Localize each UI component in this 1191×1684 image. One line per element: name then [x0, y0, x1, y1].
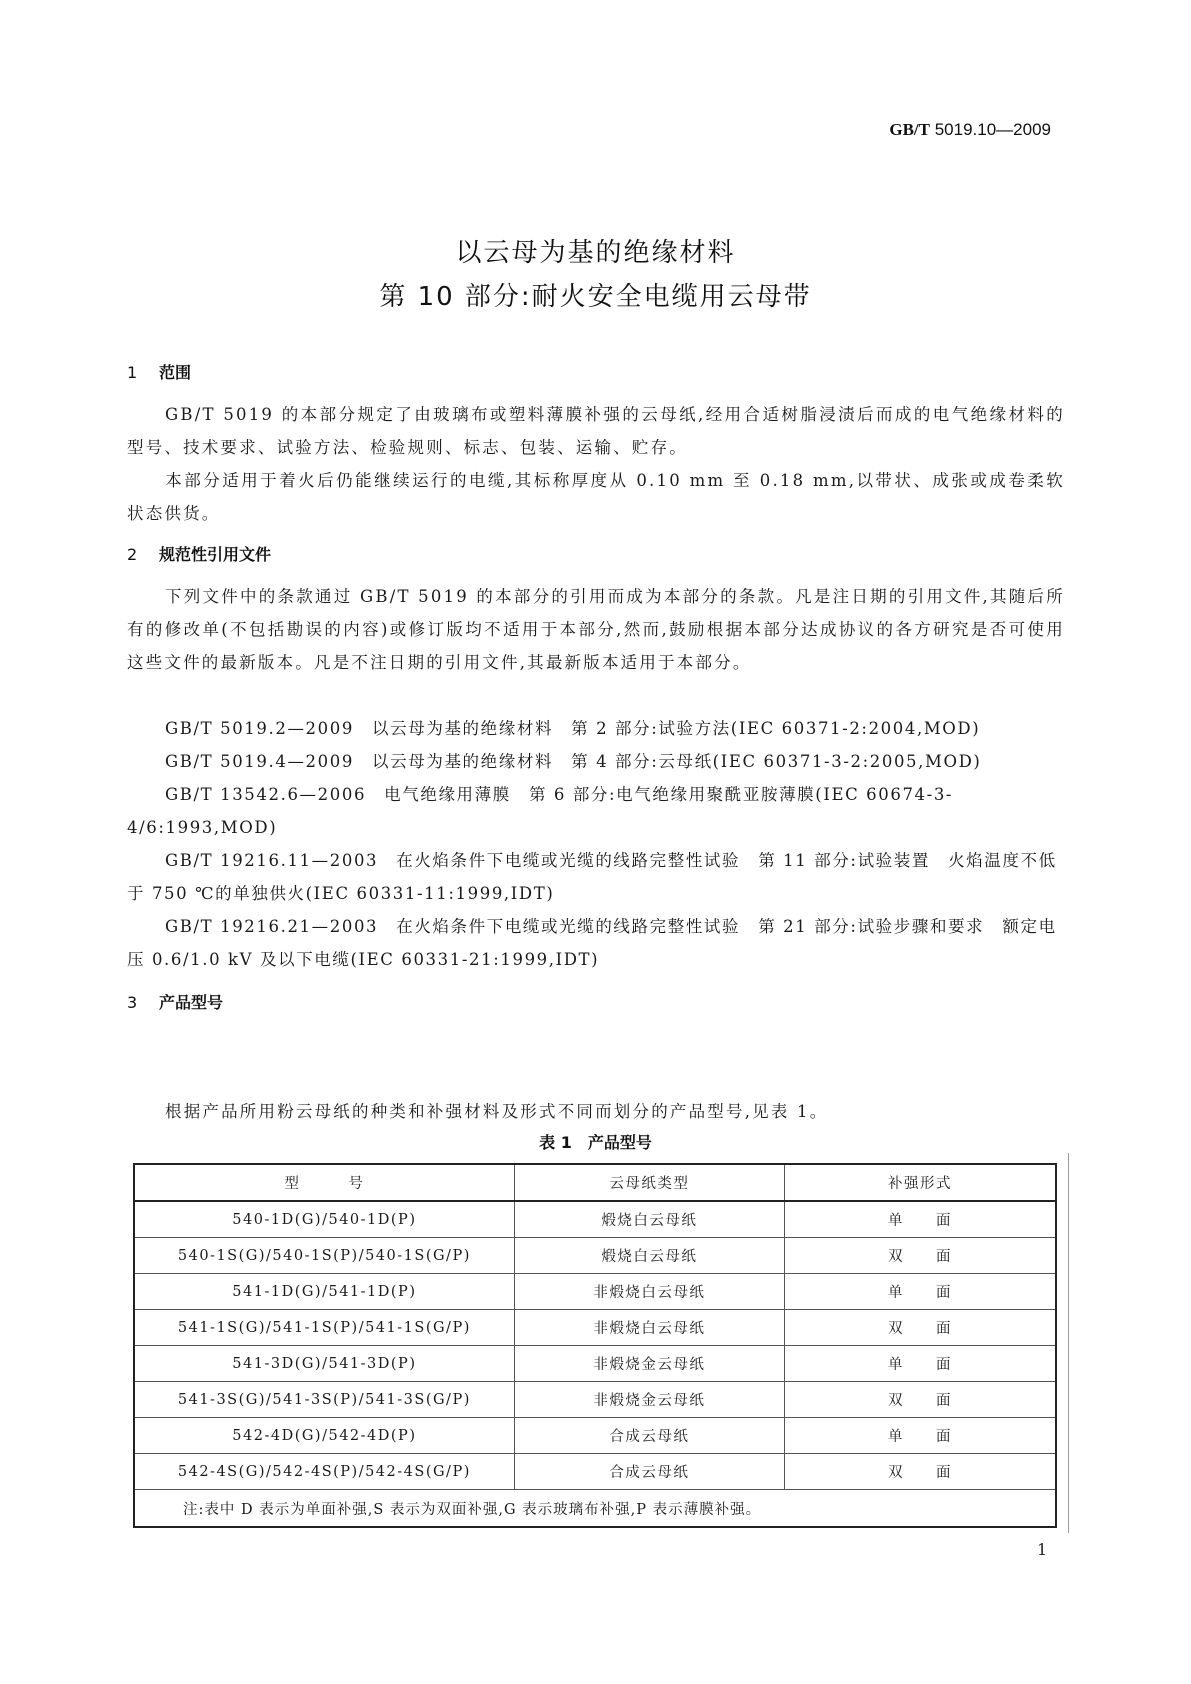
table-row: [134, 1201, 1056, 1238]
standard-number: 5019.10—2009: [934, 120, 1051, 139]
document-title-line2: 第 10 部分:耐火安全电缆用云母带: [379, 282, 812, 312]
cell-model: 541-1S(G)/541-1S(P)/541-1S(G/P): [134, 1310, 514, 1346]
cell-model: 541-3D(G)/541-3D(P): [134, 1346, 514, 1382]
reference-item: GB/T 5019.2—2009 以云母为基的绝缘材料 第 2 部分:试验方法(IEC 60371-2:2004,MOD): [165, 719, 981, 738]
scope-paragraph-2: 本部分适用于着火后仍能继续运行的电缆,其标称厚度从 0.10 mm 至 0.18 mm,以带状、成张或成卷柔软状态供货。: [127, 471, 1065, 523]
table-caption: 表 1 产品型号: [539, 1133, 652, 1152]
cell-paper-type: 合成云母纸: [514, 1418, 784, 1454]
standard-prefix: GB/T: [889, 120, 930, 139]
table-row: [134, 1418, 1056, 1454]
reference-item: GB/T 5019.4—2009 以云母为基的绝缘材料 第 4 部分:云母纸(IEC 60371-3-2:2005,MOD): [165, 752, 982, 771]
product-types-paragraph: 根据产品所用粉云母纸的种类和补强材料及形式不同而划分的产品型号,见表 1。: [165, 1102, 829, 1121]
cell-reinforcement: 双 面: [785, 1454, 1056, 1490]
cell-reinforcement: 双 面: [785, 1382, 1056, 1418]
section-number: 1: [127, 363, 138, 382]
cell-reinforcement: 单 面: [785, 1346, 1056, 1382]
cell-model: 540-1S(G)/540-1S(P)/540-1S(G/P): [134, 1238, 514, 1274]
table-row: [134, 1238, 1056, 1274]
scope-paragraph-1: GB/T 5019 的本部分规定了由玻璃布或塑料薄膜补强的云母纸,经用合适树脂浸渍后而成的电气绝缘材料的型号、技术要求、试验方法、检验规则、标志、包装、运输、贮存。: [127, 405, 1065, 457]
cell-model: 541-1D(G)/541-1D(P): [134, 1274, 514, 1310]
section-title: 范围: [159, 363, 192, 382]
header-reinforcement-form: 补强形式: [785, 1164, 1056, 1201]
reference-item: GB/T 13542.6—2006 电气绝缘用薄膜 第 6 部分:电气绝缘用聚酰亚胺薄膜(IEC 60674-3-4/6:1993,MOD): [127, 785, 954, 837]
cell-model: 542-4S(G)/542-4S(P)/542-4S(G/P): [134, 1454, 514, 1490]
page-number: 1: [1037, 1540, 1048, 1559]
cell-model: 542-4D(G)/542-4D(P): [134, 1418, 514, 1454]
table-row: [134, 1310, 1056, 1346]
table-row: [134, 1382, 1056, 1418]
standard-code: [889, 120, 1051, 140]
cell-paper-type: 煅烧白云母纸: [514, 1238, 784, 1274]
cell-paper-type: 非煅烧白云母纸: [514, 1310, 784, 1346]
cell-reinforcement: 单 面: [785, 1274, 1056, 1310]
table-header-row: [134, 1164, 1056, 1201]
section-number: 2: [127, 545, 138, 564]
header-model: 型 号: [134, 1164, 514, 1201]
product-type-table: [133, 1163, 1057, 1528]
table-row: [134, 1454, 1056, 1490]
cell-reinforcement: 单 面: [785, 1418, 1056, 1454]
section-number: 3: [127, 993, 138, 1012]
header-mica-paper-type: 云母纸类型: [514, 1164, 784, 1201]
section-heading-product-types: [127, 990, 223, 1013]
reference-item: GB/T 19216.11—2003 在火焰条件下电缆或光缆的线路完整性试验 第 11 部分:试验装置 火焰温度不低于 750 ℃的单独供火(IEC 60331-11:1999,IDT): [127, 851, 1057, 903]
cell-paper-type: 合成云母纸: [514, 1454, 784, 1490]
margin-rule: [1068, 1153, 1069, 1533]
cell-paper-type: 煅烧白云母纸: [514, 1201, 784, 1238]
section-heading-scope: [127, 360, 191, 383]
references-intro-paragraph: 下列文件中的条款通过 GB/T 5019 的本部分的引用而成为本部分的条款。凡是注日期的引用文件,其随后所有的修改单(不包括勘误的内容)或修订版均不适用于本部分,然而,鼓励根据本部分达成协议的各方研究是否可使用这些文件的最新版本。凡是不注日期的引用文件,其最新版本适用于本部分。: [127, 587, 1065, 672]
reference-item: GB/T 19216.21—2003 在火焰条件下电缆或光缆的线路完整性试验 第 21 部分:试验步骤和要求 额定电压 0.6/1.0 kV 及以下电缆(IEC 60331-21:1999,IDT): [127, 917, 1057, 969]
document-title-line1: 以云母为基的绝缘材料: [455, 238, 736, 268]
table-row: [134, 1274, 1056, 1310]
cell-reinforcement: 双 面: [785, 1238, 1056, 1274]
cell-model: 540-1D(G)/540-1D(P): [134, 1201, 514, 1238]
cell-reinforcement: 双 面: [785, 1310, 1056, 1346]
section-title: 产品型号: [159, 993, 224, 1012]
table-note: 注:表中 D 表示为单面补强,S 表示为双面补强,G 表示玻璃布补强,P 表示薄膜补强。: [134, 1490, 1056, 1528]
section-heading-normative-references: [127, 542, 271, 565]
table-note-row: [134, 1490, 1056, 1528]
cell-reinforcement: 单 面: [785, 1201, 1056, 1238]
cell-model: 541-3S(G)/541-3S(P)/541-3S(G/P): [134, 1382, 514, 1418]
table-row: [134, 1346, 1056, 1382]
cell-paper-type: 非煅烧白云母纸: [514, 1274, 784, 1310]
cell-paper-type: 非煅烧金云母纸: [514, 1382, 784, 1418]
cell-paper-type: 非煅烧金云母纸: [514, 1346, 784, 1382]
section-title: 规范性引用文件: [159, 545, 272, 564]
